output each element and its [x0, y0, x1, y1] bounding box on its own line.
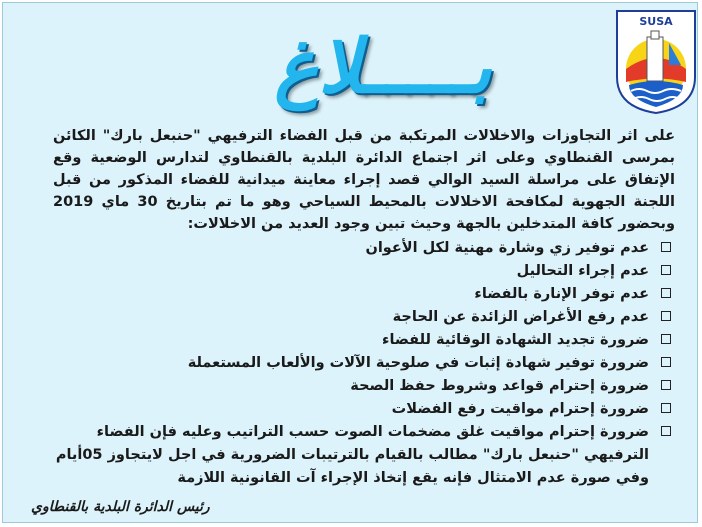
list-item: ضرورة إحترام قواعد وشروط حفظ الصحة	[53, 375, 675, 398]
checkbox-icon	[661, 288, 671, 298]
list-item: عدم رفع الأغراض الزائدة عن الحاجة	[53, 306, 675, 329]
announcement-body	[53, 125, 675, 490]
checkbox-icon	[661, 242, 671, 252]
page-title: بـــــلاغ	[274, 24, 492, 110]
list-item: عدم توفير زي وشارة مهنية لكل الأعوان	[53, 237, 675, 260]
checkbox-icon	[661, 334, 671, 344]
list-item: عدم توفر الإنارة بالفضاء	[53, 283, 675, 306]
checkbox-icon	[661, 380, 671, 390]
list-item: ضرورة توفير شهادة إثبات في صلوحية الآلات والألعاب المستعملة	[53, 352, 675, 375]
page-frame	[2, 2, 698, 523]
svg-text:SUSA: SUSA	[639, 15, 673, 28]
list-item: ضرورة إحترام مواقيت غلق مضخمات الصوت حسب التراتيب وعليه فإن الفضاء الترفيهي "حنبعل بارك" مطالب بالقيام بالترتيبات الضرورية في اجل لايتجاوز 05أيام وفي صورة عدم الامتثال فإنه يقع إتخاذ الإجراء آت القانونية اللازمة	[53, 421, 675, 490]
violations-list	[53, 237, 675, 490]
signature: رئيس الدائرة البلدية بالقنطاوي	[31, 499, 210, 515]
checkbox-icon	[661, 357, 671, 367]
checkbox-icon	[661, 426, 671, 436]
municipality-emblem	[613, 7, 699, 115]
list-item: ضرورة تجديد الشهادة الوقائية للفضاء	[53, 329, 675, 352]
checkbox-icon	[661, 265, 671, 275]
list-item: ضرورة إحترام مواقيت رفع الفضلات	[53, 398, 675, 421]
checkbox-icon	[661, 311, 671, 321]
checkbox-icon	[661, 403, 671, 413]
list-item: عدم إجراء التحاليل	[53, 260, 675, 283]
intro-paragraph: على اثر التجاوزات والاخلالات المرتكبة من قبل الفضاء الترفيهي "حنبعل بارك" الكائن بمرسى القنطاوي وعلى اثر اجتماع الدائرة البلدية بالقنطاوي لتدارس الوضعية وقع الإتفاق على مراسلة السيد الوالي قصد إجراء معاينة ميدانية للفضاء المذكور من قبل اللجنة الجهوية لمكافحة الاخلالات بالمحيط السياحي وهو ما تم بتاريخ 30 ماي 2019 وبحضور كافة المتدخلين بالجهة وحيث تبين وجود العديد من الاخلالات:	[53, 128, 676, 232]
